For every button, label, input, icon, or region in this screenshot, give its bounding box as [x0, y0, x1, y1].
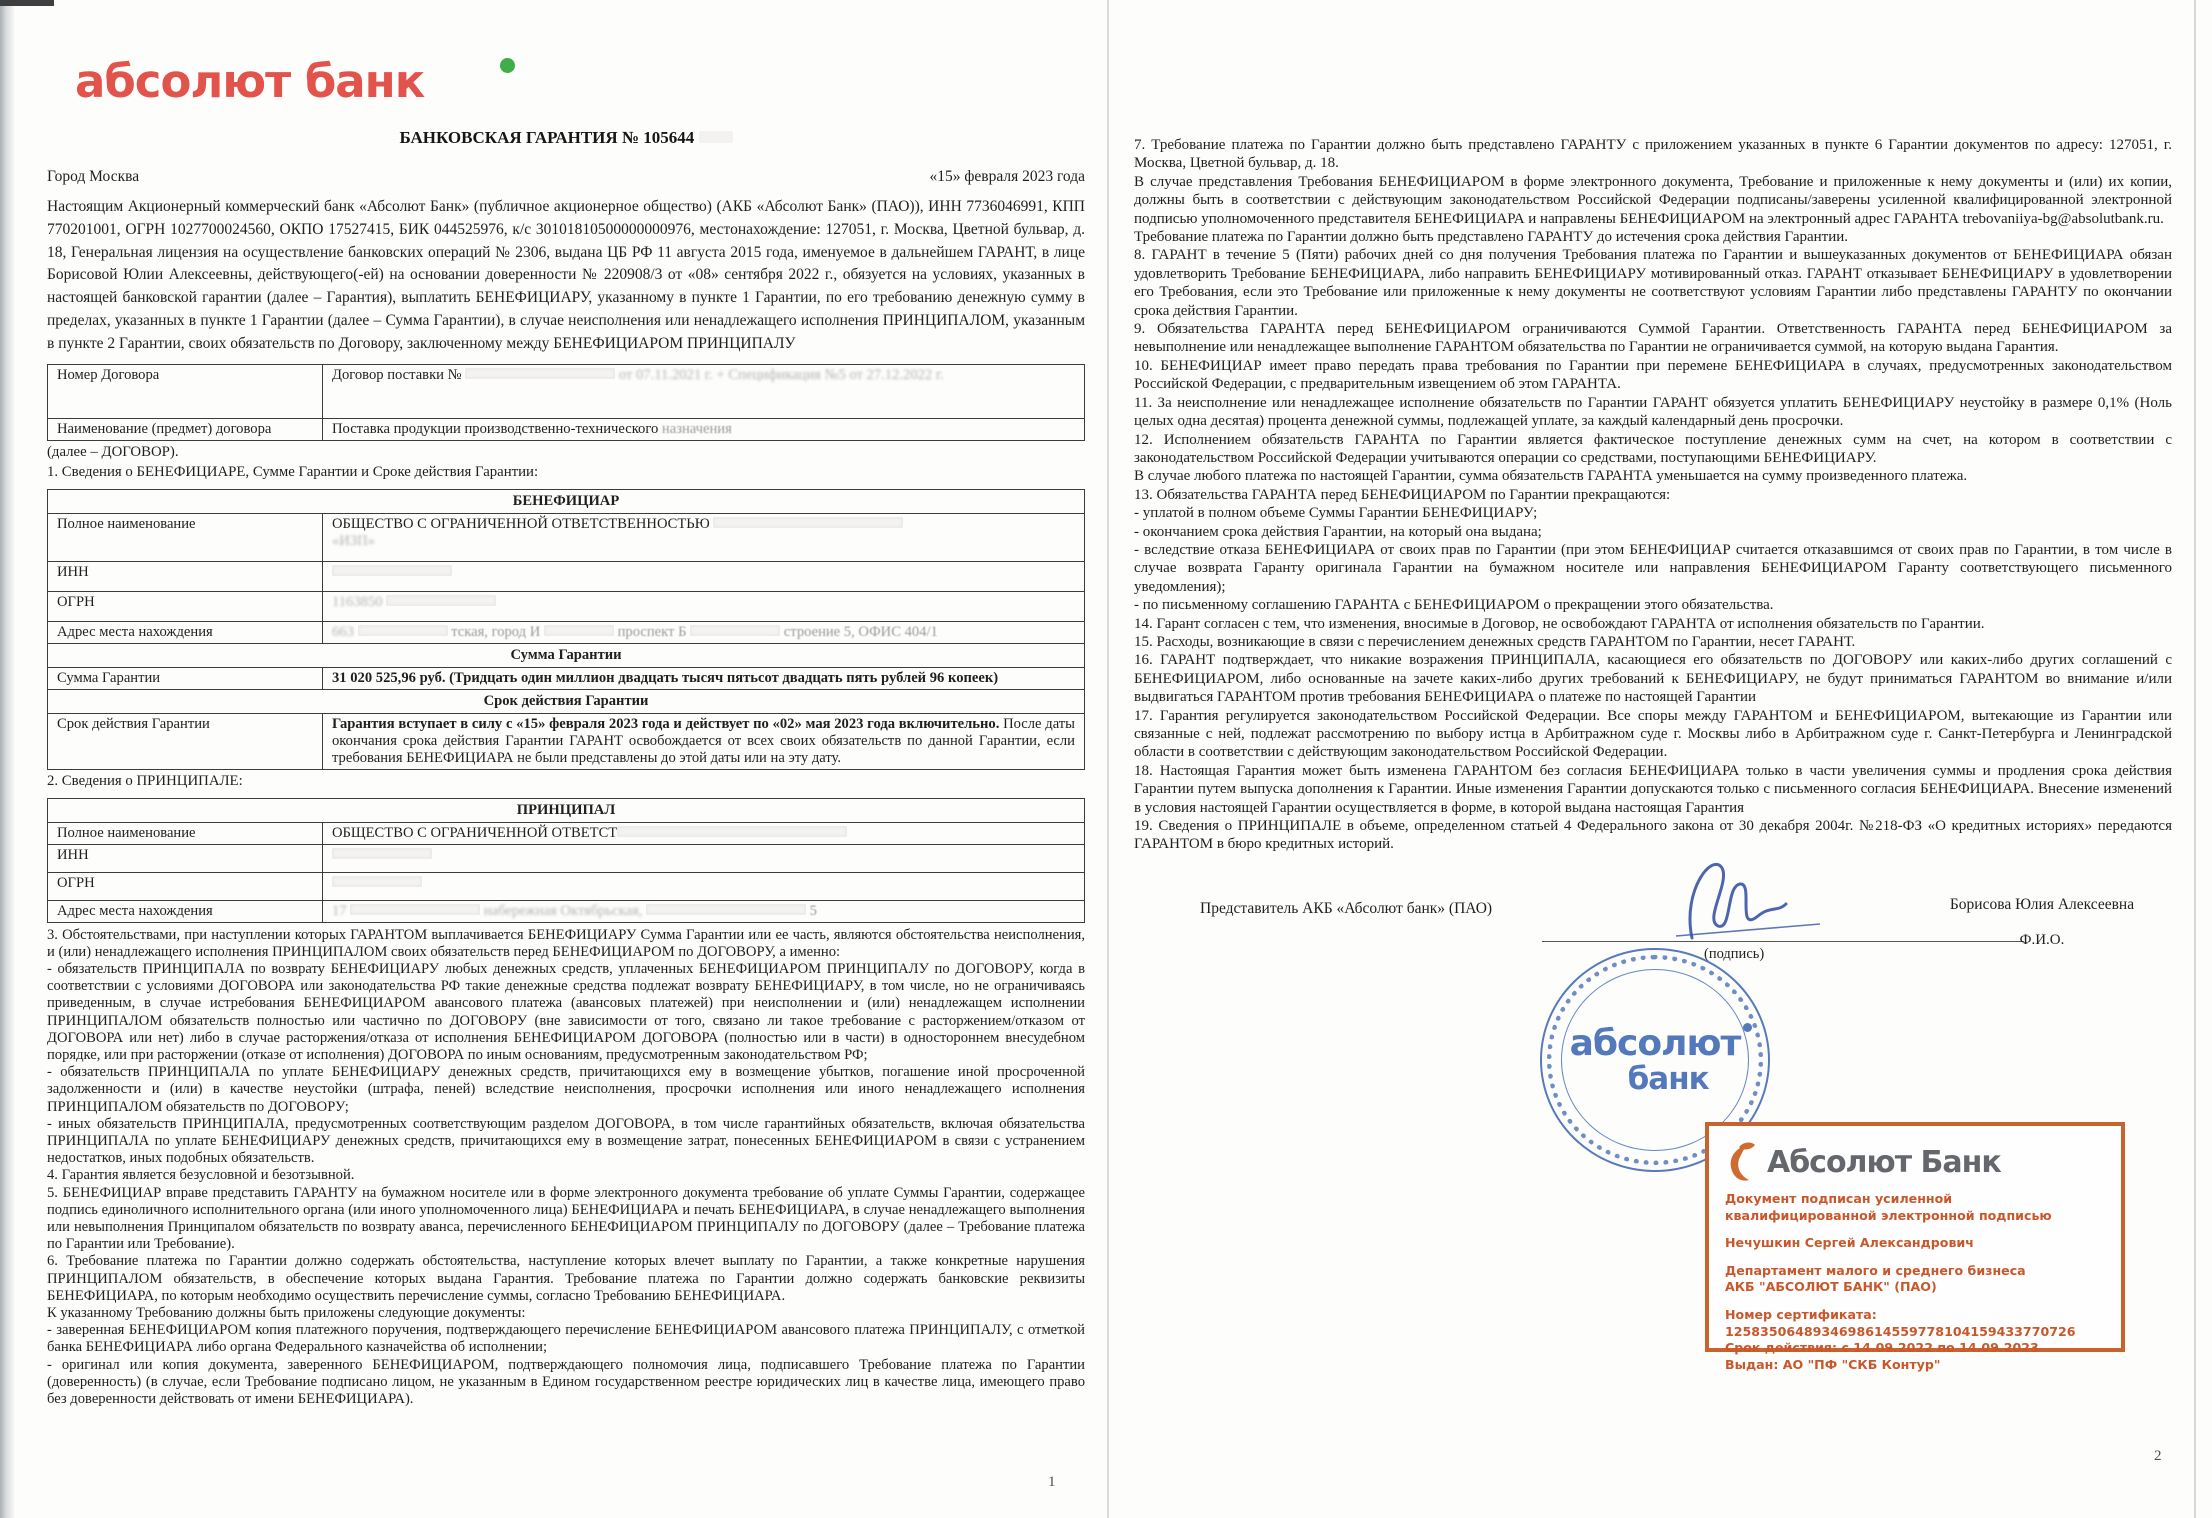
table-row — [48, 621, 1085, 643]
table-row — [48, 418, 1085, 440]
address-fragment: проспект Б — [617, 623, 687, 640]
paragraph: 13. Обязательства ГАРАНТА перед БЕНЕФИЦИАРОМ по Гарантии прекращаются: — [1134, 486, 1671, 503]
page-1 — [28, 0, 1107, 1518]
page-number: 1 — [1048, 1474, 1056, 1490]
table-row — [48, 591, 1085, 621]
paragraph: 12. Исполнением обязательств ГАРАНТА по Гарантии является фактическое поступление денежных сумм на счет, на котором в соответствии с законодательством Российской Федерации учитываются операции со средствами, поступающими БЕНЕФИЦИАРУ. — [1134, 431, 2172, 466]
logo-green-dot-icon — [500, 58, 515, 73]
cert-person-name: Нечушкин Сергей Александрович — [1725, 1235, 1974, 1251]
table-row — [48, 364, 1085, 418]
paragraph: 16. ГАРАНТ подтверждает, что никакие возражения ПРИНЦИПАЛА, касающиеся его обязательств по ДОГОВОРУ или каких-либо других соглашений с БЕНЕФИЦИАРОМ, либо основанные на зачете каких-либо других требований к БЕНЕФИЦИАРУ, не будут приниматься ГАРАНТОМ во внимание и/или выдвигаться ГАРАНТОМ против требования БЕНЕФИЦИАРА о платеже по настоящей Гарантии — [1134, 652, 2172, 706]
redaction-bar — [350, 904, 480, 915]
stamp-logo-line1: абсолют — [1570, 1025, 1741, 1063]
after-table-note: (далее – ДОГОВОР). — [47, 443, 179, 460]
cert-department-line2: АКБ "АБСОЛЮТ БАНК" (ПАО) — [1725, 1279, 1937, 1295]
paragraph: К указанному Требованию должны быть приложены следующие документы: — [47, 1305, 526, 1322]
beneficiary-header: БЕНЕФИЦИАР — [48, 489, 1085, 513]
field-label: ОГРН — [48, 591, 323, 621]
subject-value-faded: назначения — [661, 420, 732, 437]
cert-number: Номер сертификата: 1258350648934698614559778104159433770726 — [1725, 1307, 2076, 1339]
table-row — [48, 872, 1085, 900]
page-2 — [1112, 0, 2196, 1518]
field-label: ИНН — [48, 844, 323, 872]
paragraph: 18. Настоящая Гарантия может быть изменена ГАРАНТОМ без согласия БЕНЕФИЦИАРА только в части увеличения суммы и продления срока действия Гарантии путем выпуска дополнения к Гарантии. Иные изменения Гарантии допускаются только с письменного согласия БЕНЕФИЦИАРА. Внесение изменений в условия настоящей Гарантии осуществляется в форме, в которой выдана настоящая Гарантия — [1134, 762, 2172, 816]
paragraph: 4. Гарантия является безусловной и безотзывной. — [47, 1167, 355, 1184]
redaction-bar — [358, 625, 448, 636]
paragraph: - обязательств ПРИНЦИПАЛА по уплате БЕНЕФИЦИАРУ денежных средств, причитающихся ему в возмещение убытков, погашение иной просроченной задолженности и (или) в качестве неустойки (штрафа, пеней) вследствие неисполнения, просрочки исполнения или иного ненадлежащего исполнения ПРИНЦИПАЛОМ обязательств по ДОГОВОРУ; — [47, 1064, 1085, 1115]
guarantee-sum-value: 31 020 525,96 руб. (Тридцать один миллион двадцать тысяч пятьсот двадцать пять рублей 96 копеек) — [323, 667, 1085, 689]
field-value — [323, 364, 1085, 418]
redaction-bar — [332, 848, 432, 859]
address-fragment: набережная Октябрьская, — [483, 902, 643, 919]
contract-value-prefix: Договор поставки № — [332, 366, 462, 383]
cert-issuer: Выдан: АО "ПФ "СКБ Контур" — [1725, 1356, 1941, 1372]
field-value — [323, 591, 1085, 621]
address-fragment: тская, город И — [451, 623, 541, 640]
cert-signed-line: Документ подписан усиленной квалифицированной электронной подписью — [1725, 1191, 2052, 1223]
digital-signature-certificate — [1705, 1122, 2125, 1372]
field-value — [323, 621, 1085, 643]
paragraph: 7. Требование платежа по Гарантии должно быть представлено ГАРАНТУ с приложением указанных в пункте 6 Гарантии документов по адресу: 127051, г. Москва, Цветной бульвар, д. 18. — [1134, 137, 2172, 172]
intro-paragraph: Настоящим Акционерный коммерческий банк «Абсолют Банк» (публичное акционерное общество) (АКБ «Абсолют Банк» (ПАО)), ИНН 7736046991, КПП 770201001, ОГРН 1027700024560, ОКПО 17527415, БИК 044525976, к/с 30101810500000000976, местонахождение: 127051, г. Москва, Цветной бульвар, д. 18, Генеральная лицензия на осуществление банковских операций № 2306, выдана ЦБ РФ 11 августа 2015 года, именуемое в дальнейшем ГАРАНТ, в лице Борисовой Юлии Алексеевны, действующего(-ей) на основании доверенности № 220908/3 от «08» сентября 2022 г., обязуется на условиях, указанных в настоящей банковской гарантии (далее – Гарантия), выплатить БЕНЕФИЦИАРУ, указанному в пункте 1 Гарантии, по его требованию денежную сумму в пределах, указанных в пункте 1 Гарантии (далее – Сумма Гарантии), в случае неисполнения или ненадлежащего исполнения ПРИНЦИПАЛОМ, указанным в пункте 2 Гарантии, своих обязательств по Договору, заключенному между БЕНЕФИЦИАРОМ ПРИНЦИПАЛУ — [47, 198, 1085, 352]
field-value — [323, 561, 1085, 591]
paragraph: 15. Расходы, возникающие в связи с перечислением денежных средств ГАРАНТОМ по Гарантии, несет ГАРАНТ. — [1134, 633, 1856, 650]
field-value — [323, 418, 1085, 440]
redaction-bar — [465, 368, 615, 379]
redaction-bar — [332, 876, 422, 887]
redaction-bar — [699, 131, 733, 143]
term-rest-part: После даты окончания срока действия Гарантии ГАРАНТ освобождается от всех своих обязательств по данной Гарантии, если требования БЕНЕФИЦИАРА не были представлены до этой даты или на эту дату. — [332, 715, 1075, 766]
cert-department-line1: Департамент малого и среднего бизнеса — [1725, 1262, 2026, 1278]
redaction-bar — [617, 826, 847, 837]
address-fragment: 663 — [332, 623, 354, 640]
term-bold-part: Гарантия вступает в силу с «15» февраля 2023 года и действует по «02» мая 2023 года включительно. — [332, 715, 1000, 732]
ogrn-faded: 1163850 — [332, 593, 383, 610]
scan-edge-left — [0, 0, 14, 1518]
field-value — [323, 900, 1085, 922]
table-row — [48, 713, 1085, 769]
redaction-bar — [646, 904, 806, 915]
field-value — [323, 872, 1085, 900]
table-row — [48, 822, 1085, 844]
paragraph: - заверенная БЕНЕФИЦИАРОМ копия платежного поручения, подтверждающего перечисление БЕНЕФИЦИАРОМ авансового платежа ПРИНЦИПАЛУ, с отметкой банка БЕНЕФИЦИАРА либо органа Федерального казначейства об исполнении; — [47, 1322, 1085, 1356]
document-title-text: БАНКОВСКАЯ ГАРАНТИЯ № 105644 — [399, 128, 695, 147]
contract-value-faded: от 07.11.2021 г. + Спецификация №5 от 27.12.2022 г. — [618, 366, 944, 383]
cert-bank-name: Абсолют Банк — [1767, 1144, 2001, 1180]
beneficiary-table — [47, 489, 1085, 770]
field-label: Полное наименование — [48, 822, 323, 844]
paragraph: 6. Требование платежа по Гарантии должно содержать обстоятельства, наступление которых влечет выплату по Гарантии, а также конкретные нарушения ПРИНЦИПАЛОМ обязательств, в обеспечение которых выдана Гарантия. Требование платежа по Гарантии должно содержать банковские реквизиты БЕНЕФИЦИАРА, по которым необходимо осуществить перечисление суммы, согласно Требованию БЕНЕФИЦИАРА. — [47, 1253, 1085, 1304]
redaction-bar — [713, 517, 903, 528]
field-label: Наименование (предмет) договора — [48, 418, 323, 440]
principal-name: ОБЩЕСТВО С ОГРАНИЧЕННОЙ ОТВЕТСТ — [332, 824, 618, 841]
cert-validity: Срок действия: с 14.09.2022 по 14.09.2023 — [1725, 1340, 2039, 1356]
beneficiary-name: ОБЩЕСТВО С ОГРАНИЧЕННОЙ ОТВЕТСТВЕННОСТЬЮ — [332, 515, 710, 532]
city-label: Город Москва — [47, 168, 140, 185]
cert-bank-logo — [1725, 1140, 2105, 1184]
page2-body — [1134, 136, 2172, 854]
signer-fio-label: Ф.И.О. — [2019, 932, 2065, 948]
cert-leaf-icon — [1725, 1141, 1759, 1183]
page-seam — [1107, 0, 1109, 1518]
address-fragment: 17 — [332, 902, 347, 919]
paragraph: 9. Обязательства ГАРАНТА перед БЕНЕФИЦИАРОМ ограничиваются Суммой Гарантии. Ответственность ГАРАНТА перед БЕНЕФИЦИАРОМ за невыполнение или ненадлежащее выполнение ГАРАНТОМ обязательства по Гарантии не ограничивается суммой, на которую выдана Гарантия. — [1134, 321, 2172, 356]
document-title — [47, 128, 1085, 148]
paragraph: - окончанием срока действия Гарантии, на который она выдана; — [1134, 523, 1542, 540]
guarantee-term-value — [323, 713, 1085, 769]
stamp-dot-icon — [1743, 1023, 1752, 1032]
section-1-heading: 1. Сведения о БЕНЕФИЦИАРЕ, Сумме Гарантии и Сроке действия Гарантии: — [47, 463, 539, 480]
redaction-bar — [544, 625, 614, 636]
beneficiary-name-faded: «ИЗП» — [332, 532, 375, 549]
field-label: Полное наименование — [48, 513, 323, 561]
address-fragment: строение 5, ОФИС 404/1 — [783, 623, 938, 640]
field-value — [323, 822, 1085, 844]
table-row — [48, 561, 1085, 591]
paragraph: 10. БЕНЕФИЦИАР имеет право передать права требования по Гарантии при перемене БЕНЕФИЦИАРА в случаях, предусмотренных законодательством Российской Федерации, с предварительным извещением об этом ГАРАНТА. — [1134, 357, 2172, 393]
bank-logo-text: абсолют банк — [75, 55, 425, 108]
paragraph: - оригинал или копия документа, заверенного БЕНЕФИЦИАРОМ, подтверждающего полномочия лица, подписавшего Требование платежа по Гарантии (доверенность) (в случае, если Требование подписано лицом, не указанным в Едином государственном реестре юридических лиц в качестве лица, имеющего право без доверенности действовать от имени БЕНЕФИЦИАРА). — [47, 1356, 1085, 1408]
signer-name: Борисова Юлия Алексеевна — [1949, 896, 2135, 913]
paragraph: 5. БЕНЕФИЦИАР вправе представить ГАРАНТУ на бумажном носителе или в форме электронного документа требование об уплате Суммы Гарантии, содержащее подпись единоличного исполнительного органа (или иного уполномоченного лица) БЕНЕФИЦИАРА и печать БЕНЕФИЦИАРА, в случае ненадлежащего выполнения или невыполнения Принципалом обязательств по возврату аванса, перечисленного БЕНЕФИЦИАРОМ ПРИНЦИПАЛУ по ДОГОВОРУ (далее – Требование платежа по Гарантии или Требование). — [47, 1184, 1085, 1253]
paragraph: В случае представления Требования БЕНЕФИЦИАРОМ в форме электронного документа, Требование и приложенные к нему документы и (или) их копии, должны быть в соответствии с действующим законодательством Российской Федерации подписаны/заверены усиленной квалифицированной электронной подписью уполномоченного представителя БЕНЕФИЦИАРА и направлены БЕНЕФИЦИАРОМ на электронный адрес ГАРАНТА trebovaniiya-bg@absolutbank.ru. — [1134, 173, 2172, 227]
bank-logo — [75, 56, 495, 108]
stamp-logo — [1569, 1022, 1741, 1097]
paragraph: - иных обязательств ПРИНЦИПАЛА, предусмотренных соответствующим разделом ДОГОВОРА, в том числе гарантийных обязательств, включая обязательства ПРИНЦИПАЛА по уплате БЕНЕФИЦИАРУ денежных средств, причитающихся ему в возмещение затрат, понесенных БЕНЕФИЦИАРОМ в связи с устранением недостатков, иных подобных обязательств. — [47, 1115, 1085, 1167]
paragraph: 11. За неисполнение или ненадлежащее исполнение обязательств по Гарантии ГАРАНТ обязуется уплатить БЕНЕФИЦИАРУ неустойку в размере 0,1% (Ноль целых одна десятая) процента денежной суммы, подлежащей уплате, за каждый календарный день просрочки. — [1134, 394, 2172, 430]
field-label: Номер Договора — [48, 364, 323, 418]
signature-representative-label: Представитель АКБ «Абсолют банк» (ПАО) — [1200, 900, 1493, 917]
paragraph: - уплатой в полном объеме Суммы Гарантии БЕНЕФИЦИАРУ; — [1134, 505, 1538, 522]
handwritten-signature — [1674, 846, 1824, 946]
redaction-bar — [332, 565, 452, 576]
city-date-row — [47, 168, 1085, 186]
field-value — [323, 844, 1085, 872]
principal-table — [47, 798, 1085, 923]
stamp-logo-line2: банк — [1627, 1060, 1709, 1097]
paragraph: 3. Обстоятельствами, при наступлении которых ГАРАНТОМ выплачивается БЕНЕФИЦИАРУ Сумма Гарантии или ее часть, являются обстоятельства неисполнения, и (или) ненадлежащего исполнения ПРИНЦИПАЛОМ своих обязательств перед БЕНЕФИЦИАРОМ по ДОГОВОРУ, а именно: — [47, 926, 1085, 960]
paragraph: 19. Сведения о ПРИНЦИПАЛЕ в объеме, определенном статьей 4 Федерального закона от 30 декабря 2004г. №218-ФЗ «О кредитных историях» передаются ГАРАНТОМ в бюро кредитных историй. — [1134, 818, 2172, 853]
principal-header: ПРИНЦИПАЛ — [48, 798, 1085, 822]
term-header: Срок действия Гарантии — [48, 689, 1085, 713]
table-row — [48, 900, 1085, 922]
field-label: Срок действия Гарантии — [48, 713, 323, 769]
field-label: Сумма Гарантии — [48, 667, 323, 689]
address-fragment: 5 — [809, 902, 817, 919]
signature-caption: (подпись) — [1704, 946, 1765, 962]
field-label: Адрес места нахождения — [48, 900, 323, 922]
document-date: «15» февраля 2023 года — [929, 168, 1085, 185]
paragraph: Требование платежа по Гарантии должно быть представлено ГАРАНТУ до истечения срока действия Гарантии. — [1134, 229, 1849, 246]
table-row — [48, 667, 1085, 689]
field-label: Адрес места нахождения — [48, 621, 323, 643]
field-label: ИНН — [48, 561, 323, 591]
paragraph: 14. Гарант согласен с тем, что изменения, вносимые в Договор, не освобождают ГАРАНТА от исполнения обязательств по Гарантии. — [1134, 615, 1985, 632]
paragraph: 8. ГАРАНТ в течение 5 (Пяти) рабочих дней со дня получения Требования платежа по Гарантии и вышеуказанных документов от БЕНЕФИЦИАРА обязан удовлетворить Требование БЕНЕФИЦИАРА, либо направить БЕНЕФИЦИАРУ мотивированный отказ. ГАРАНТ отказывает БЕНЕФИЦИАРУ в удовлетворении его Требования, если это Требование или приложенные к нему документы не соответствуют условиям Гарантии либо представлены ГАРАНТУ по окончании срока действия Гарантии. — [1134, 247, 2172, 319]
page-number: 2 — [2154, 1448, 2162, 1464]
section-2-heading: 2. Сведения о ПРИНЦИПАЛЕ: — [47, 772, 243, 789]
paragraph: 17. Гарантия регулируется законодательством Российской Федерации. Все споры между ГАРАНТОМ и БЕНЕФИЦИАРОМ, вытекающие из Гарантии или связанные с ней, подлежат рассмотрению по выбору истца в Арбитражном суде г. Москвы либо в Арбитражном суде г. Санкт-Петербурга и Ленинградской области в соответствии с действующим законодательством Российской Федерации. — [1134, 707, 2172, 761]
field-label: ОГРН — [48, 872, 323, 900]
paragraph: - обязательств ПРИНЦИПАЛА по возврату БЕНЕФИЦИАРУ любых денежных средств, уплаченных БЕНЕФИЦИАРОМ ПРИНЦИПАЛУ по ДОГОВОРУ, когда в соответствии с условиями ДОГОВОРА или законодательства РФ такие денежные средства подлежат возврату БЕНЕФИЦИАРУ, в том числе, но не ограничиваясь приведенным, в случае истребования БЕНЕФИЦИАРОМ авансового платежа (авансовых платежей) при неисполнении и (или) ненадлежащем исполнении ПРИНЦИПАЛОМ обязательств полностью или частично по ДОГОВОРУ (вне зависимости от того, связано ли такое требование с расторжением/отказом от ДОГОВОРА или нет) либо в случае расторжения/отказа от исполнения БЕНЕФИЦИАРОМ ДОГОВОРА (полностью или в части) в одностороннем внесудебном порядке, или при расторжении (отказе от исполнения) ДОГОВОРА по иным основаниям, предусмотренным законодательством РФ; — [47, 960, 1085, 1063]
sum-header: Сумма Гарантии — [48, 643, 1085, 667]
redaction-bar — [690, 625, 780, 636]
paragraph: В случае любого платежа по настоящей Гарантии, сумма обязательств ГАРАНТА уменьшается на сумму произведенного платежа. — [1134, 468, 1968, 485]
field-value — [323, 513, 1085, 561]
paragraph: - по письменному соглашению ГАРАНТА с БЕНЕФИЦИАРОМ о прекращении этого обязательства. — [1134, 597, 1774, 614]
redaction-bar — [386, 595, 496, 606]
subject-value: Поставка продукции производственно-технического — [332, 420, 662, 437]
table-row — [48, 844, 1085, 872]
paragraph: - вследствие отказа БЕНЕФИЦИАРА от своих прав по Гарантии (при этом БЕНЕФИЦИАР считается отказавшимся от своих прав по Гарантии, в том числе в случае возврата Гаранту оригинала Гарантии на бумажном носителе или направления БЕНЕФИЦИАРОМ Гаранту соответствующего письменного уведомления); — [1134, 541, 2172, 595]
table-row — [48, 513, 1085, 561]
contract-table — [47, 364, 1085, 441]
